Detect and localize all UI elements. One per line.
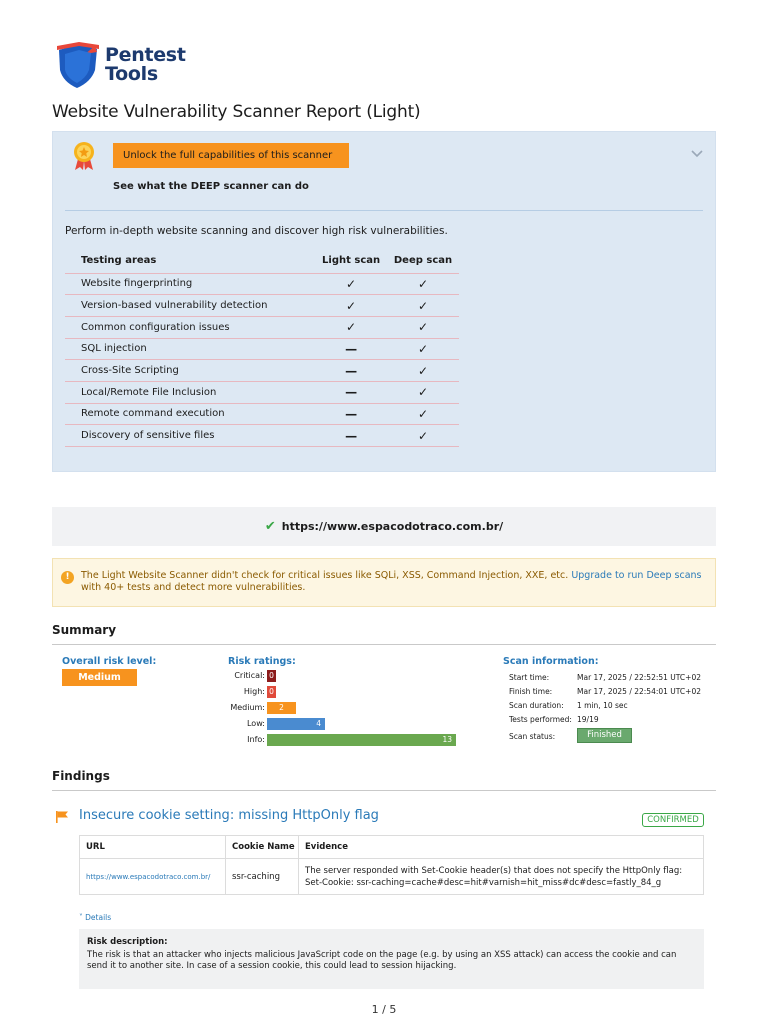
- deep-scan-mark: ✓: [387, 381, 459, 403]
- pentest-tools-logo: [55, 40, 215, 90]
- risk-rating-bar: 0: [267, 670, 276, 682]
- report-title: Website Vulnerability Scanner Report (Light): [52, 102, 421, 122]
- page-number: 1 / 5: [371, 1003, 397, 1016]
- chevron-down-icon: ˅: [79, 913, 83, 922]
- evidence-line: The server responded with Set-Cookie header(s) that does not specify the HttpOnly flag:: [305, 865, 683, 876]
- logo-line-1: Pentest: [105, 44, 186, 66]
- risk-rating-name: Info:: [247, 735, 265, 744]
- scan-info-key: Start time:: [509, 673, 550, 682]
- scan-status-badge: Finished: [577, 728, 632, 743]
- risk-description-box: [79, 929, 704, 989]
- risk-ratings-label: Risk ratings:: [228, 656, 296, 667]
- cookie-name: ssr-caching: [226, 859, 299, 895]
- overall-risk-badge: Medium: [62, 669, 137, 686]
- details-label: Details: [85, 913, 112, 922]
- finding-title[interactable]: Insecure cookie setting: missing HttpOnly flag: [79, 808, 379, 823]
- risk-rating-bar: 0: [267, 686, 276, 698]
- testing-area: Common configuration issues: [65, 316, 315, 338]
- medal-icon: [71, 141, 97, 171]
- scan-comparison-table: [65, 249, 459, 447]
- light-scan-mark: ✓: [315, 273, 387, 295]
- scan-info-value: 1 min, 10 sec: [577, 701, 628, 710]
- findings-divider: [52, 790, 716, 791]
- evidence: [299, 859, 704, 895]
- warning-text: The Light Website Scanner didn't check for critical issues like SQLi, XSS, Command Injection, XXE, etc.: [81, 570, 569, 581]
- testing-area: Cross-Site Scripting: [65, 360, 315, 382]
- scan-info-key: Finish time:: [509, 687, 553, 696]
- findings-heading: Findings: [52, 769, 110, 783]
- light-scan-warning: [52, 558, 716, 607]
- column-header: Testing areas: [81, 255, 157, 267]
- finding-table: [79, 835, 704, 895]
- light-scan-mark: ✓: [315, 295, 387, 317]
- comparison-row: [65, 360, 459, 382]
- target-url[interactable]: https://www.espacodotraco.com.br/: [281, 520, 504, 533]
- risk-rating-bar: 2: [267, 702, 296, 714]
- warning-icon: !: [61, 571, 74, 584]
- light-scan-mark: —: [315, 338, 387, 360]
- target-url-bar: [52, 507, 716, 546]
- deep-scan-mark: ✓: [387, 295, 459, 317]
- overall-risk-label: Overall risk level:: [62, 656, 157, 667]
- risk-description-text: The risk is that an attacker who injects malicious JavaScript code on the page (e.g. by using an XSS attack) can access the cookie and can send it to another site. In case of a session cookie, this could lead to session hijacking.: [87, 950, 677, 971]
- confirmed-badge: CONFIRMED: [642, 813, 704, 827]
- deep-scan-mark: ✓: [387, 338, 459, 360]
- risk-rating-name: Medium:: [230, 703, 265, 712]
- scan-info-value: 19/19: [577, 715, 599, 724]
- summary-heading: Summary: [52, 623, 117, 637]
- scan-info-key: Scan duration:: [509, 701, 564, 710]
- column-header: Cookie Name: [226, 836, 299, 859]
- scan-info-value: Mar 17, 2025 / 22:52:51 UTC+02: [577, 673, 701, 682]
- light-scan-mark: —: [315, 425, 387, 447]
- scan-info-label: Scan information:: [503, 656, 599, 667]
- deep-scan-mark: ✓: [387, 360, 459, 382]
- deep-scan-mark: ✓: [387, 425, 459, 447]
- risk-rating-bar: 13: [267, 734, 456, 746]
- scan-info-value: Mar 17, 2025 / 22:54:01 UTC+02: [577, 687, 701, 696]
- upgrade-promo-panel: [52, 131, 716, 472]
- deep-scan-mark: ✓: [387, 316, 459, 338]
- comparison-header-row: [65, 249, 459, 273]
- column-header: Light scan: [322, 255, 381, 267]
- testing-area: SQL injection: [65, 338, 315, 360]
- comparison-row: [65, 425, 459, 447]
- light-scan-mark: ✓: [315, 316, 387, 338]
- scan-info-key: Scan status:: [509, 732, 556, 741]
- column-header: Deep scan: [393, 255, 453, 267]
- comparison-row: [65, 403, 459, 425]
- risk-rating-bar: 4: [267, 718, 325, 730]
- testing-area: Discovery of sensitive files: [65, 425, 315, 447]
- table-row: [80, 859, 704, 895]
- comparison-row: [65, 316, 459, 338]
- light-scan-mark: —: [315, 360, 387, 382]
- testing-area: Website fingerprinting: [65, 273, 315, 295]
- column-header: Evidence: [299, 836, 704, 859]
- column-header: URL: [80, 836, 226, 859]
- risk-rating-name: Low:: [246, 719, 265, 728]
- comparison-row: [65, 381, 459, 403]
- light-scan-mark: —: [315, 403, 387, 425]
- finding-url[interactable]: https://www.espacodotraco.com.br/: [80, 859, 226, 895]
- promo-divider: [65, 210, 703, 211]
- promo-description: Perform in-depth website scanning and discover high risk vulnerabilities.: [65, 225, 448, 237]
- finding-header-row: [80, 836, 704, 859]
- comparison-row: [65, 338, 459, 360]
- comparison-row: [65, 295, 459, 317]
- scan-info-key: Tests performed:: [509, 715, 572, 724]
- upgrade-link[interactable]: Upgrade to run Deep scans: [571, 570, 702, 581]
- testing-area: Local/Remote File Inclusion: [65, 381, 315, 403]
- shield-logo-icon: [55, 40, 101, 90]
- deep-scan-mark: ✓: [387, 403, 459, 425]
- details-toggle[interactable]: [79, 913, 111, 922]
- comparison-row: [65, 273, 459, 295]
- summary-divider: [52, 644, 716, 645]
- risk-rating-name: Critical:: [234, 671, 265, 680]
- risk-rating-name: High:: [243, 687, 265, 696]
- deep-scanner-link[interactable]: See what the DEEP scanner can do: [113, 181, 309, 192]
- testing-area: Version-based vulnerability detection: [65, 295, 315, 317]
- flag-icon: [55, 810, 69, 824]
- deep-scan-mark: ✓: [387, 273, 459, 295]
- risk-description-heading: Risk description:: [87, 937, 168, 947]
- checkmark-icon: ✔: [264, 519, 276, 534]
- chevron-down-icon[interactable]: [689, 146, 705, 162]
- warning-text-after: with 40+ tests and detect more vulnerabilities.: [81, 582, 306, 593]
- logo-line-2: Tools: [105, 63, 158, 85]
- light-scan-mark: —: [315, 381, 387, 403]
- unlock-scanner-button[interactable]: Unlock the full capabilities of this scanner: [113, 143, 349, 168]
- evidence-line: Set-Cookie: ssr-caching=cache#desc=hit#varnish=hit_miss#dc#desc=fastly_84_g: [305, 877, 662, 888]
- testing-area: Remote command execution: [65, 403, 315, 425]
